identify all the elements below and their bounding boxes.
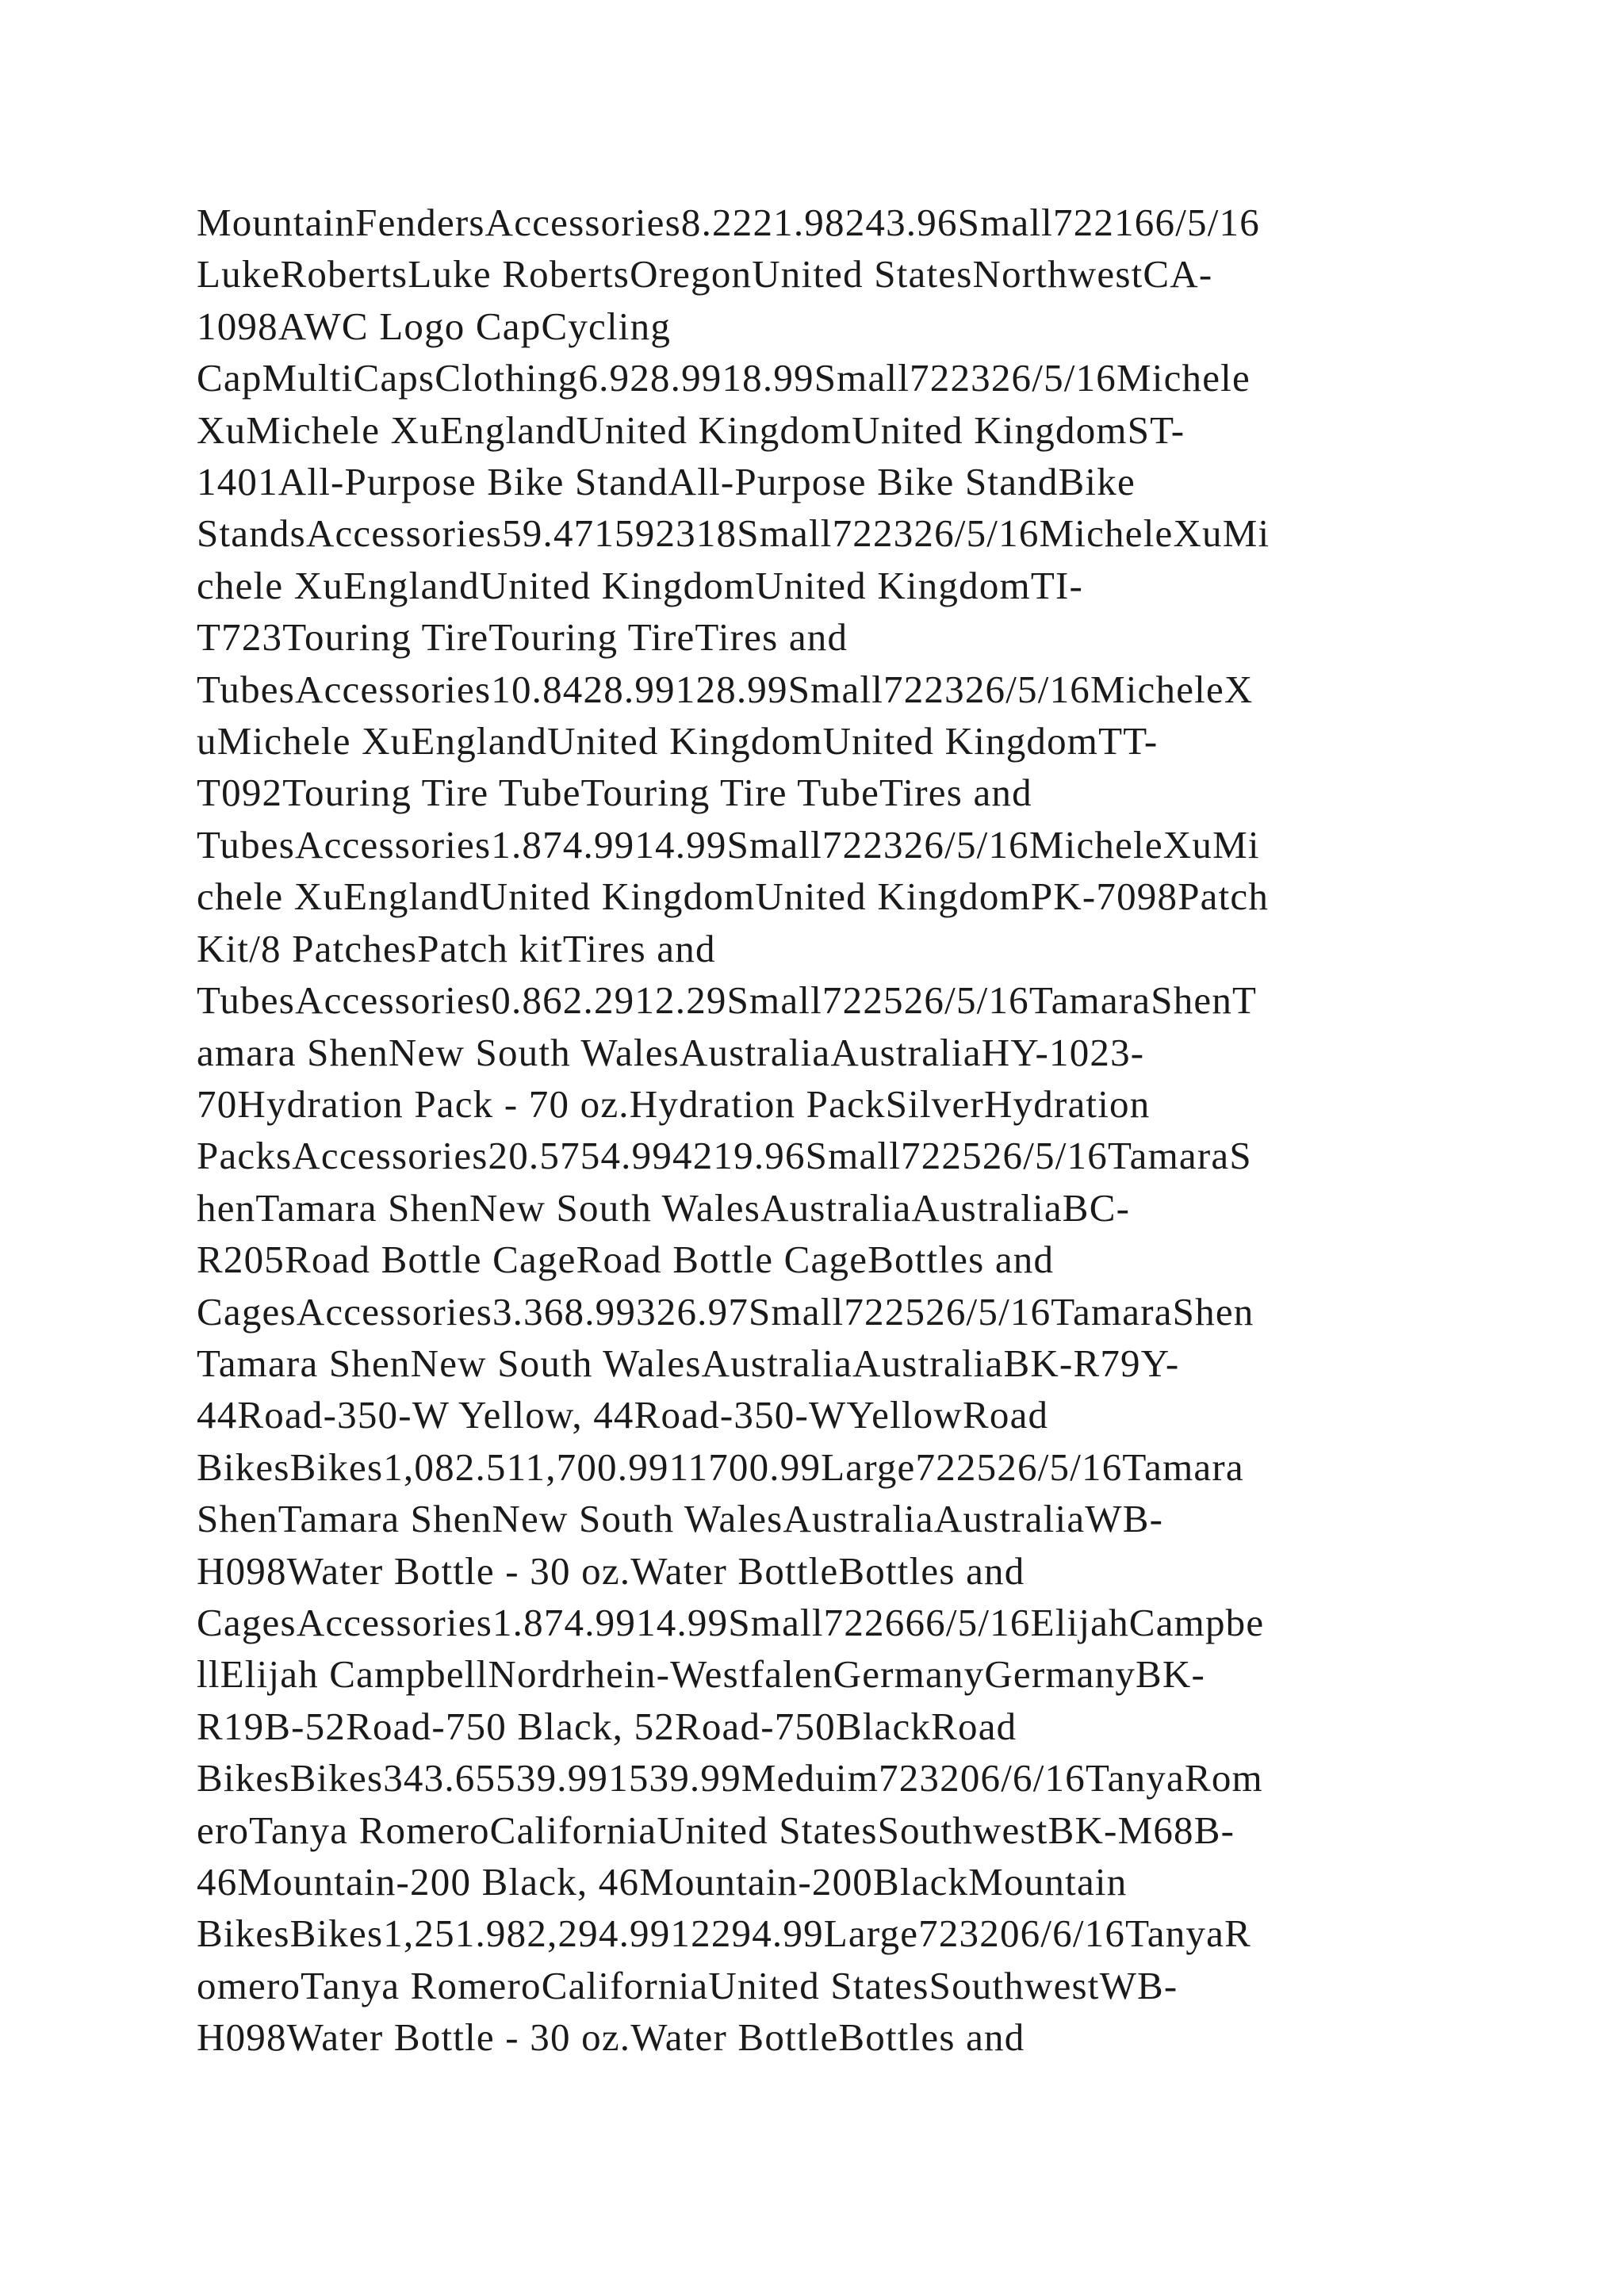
text-line: PacksAccessories20.5754.994219.96Small722526/5/16TamaraS xyxy=(197,1134,1252,1178)
text-line: T092Touring Tire TubeTouring Tire TubeTires and xyxy=(197,771,1032,815)
text-line: TubesAccessories10.8428.99128.99Small722326/5/16MicheleX xyxy=(197,667,1254,711)
text-line: uMichele XuEnglandUnited KingdomUnited KingdomTT- xyxy=(197,719,1159,763)
text-line: XuMichele XuEnglandUnited KingdomUnited KingdomST- xyxy=(197,408,1185,452)
text-line: llElijah CampbellNordrhein-WestfalenGermanyGermanyBK- xyxy=(197,1652,1206,1697)
text-line: StandsAccessories59.471592318Small722326/5/16MicheleXuMi xyxy=(197,511,1270,556)
text-line: R19B-52Road-750 Black, 52Road-750BlackRoad xyxy=(197,1704,1017,1748)
text-line: T723Touring TireTouring TireTires and xyxy=(197,615,848,660)
text-line: BikesBikes1,082.511,700.9911700.99Large722526/5/16Tamara xyxy=(197,1445,1244,1489)
text-line: 46Mountain-200 Black, 46Mountain-200BlackMountain xyxy=(197,1860,1128,1904)
text-line: Kit/8 PatchesPatch kitTires and xyxy=(197,926,716,970)
text-line: H098Water Bottle - 30 oz.Water BottleBottles and xyxy=(197,1548,1025,1593)
text-line: eroTanya RomeroCaliforniaUnited StatesSouthwestBK-M68B- xyxy=(197,1808,1235,1852)
text-line: henTamara ShenNew South WalesAustraliaAustraliaBC- xyxy=(197,1185,1131,1230)
text-line: chele XuEnglandUnited KingdomUnited KingdomPK-7098Patch xyxy=(197,874,1270,919)
text-line: TubesAccessories1.874.9914.99Small722326/5/16MicheleXuMi xyxy=(197,822,1260,867)
document-text xyxy=(197,197,1434,2064)
text-line: chele XuEnglandUnited KingdomUnited KingdomTI- xyxy=(197,563,1084,607)
text-line: ShenTamara ShenNew South WalesAustraliaAustraliaWB- xyxy=(197,1497,1164,1541)
text-line: 70Hydration Pack - 70 oz.Hydration PackSilverHydration xyxy=(197,1081,1151,1126)
text-line: R205Road Bottle CageRoad Bottle CageBottles and xyxy=(197,1238,1055,1282)
text-line: Tamara ShenNew South WalesAustraliaAustraliaBK-R79Y- xyxy=(197,1341,1180,1385)
text-line: 1401All-Purpose Bike StandAll-Purpose Bike StandBike xyxy=(197,460,1136,504)
text-line: BikesBikes1,251.982,294.9912294.99Large723206/6/16TanyaR xyxy=(197,1911,1251,1956)
text-line: 44Road-350-W Yellow, 44Road-350-WYellowRoad xyxy=(197,1393,1049,1437)
text-line: BikesBikes343.65539.991539.99Meduim723206/6/16TanyaRom xyxy=(197,1756,1263,1800)
text-line: CapMultiCapsClothing6.928.9918.99Small722326/5/16Michele xyxy=(197,356,1251,400)
text-line: CagesAccessories3.368.99326.97Small722526/5/16TamaraShen xyxy=(197,1289,1254,1334)
text-line: CagesAccessories1.874.9914.99Small722666/5/16ElijahCampbe xyxy=(197,1600,1265,1644)
text-line: TubesAccessories0.862.2912.29Small722526/5/16TamaraShenT xyxy=(197,978,1258,1023)
text-line: LukeRobertsLuke RobertsOregonUnited StatesNorthwestCA- xyxy=(197,252,1213,297)
text-line: MountainFendersAccessories8.2221.98243.96Small722166/5/16 xyxy=(197,201,1260,244)
text-line: 1098AWC Logo CapCycling xyxy=(197,304,672,348)
text-line: H098Water Bottle - 30 oz.Water BottleBottles and xyxy=(197,2015,1025,2060)
text-line: omeroTanya RomeroCaliforniaUnited StatesSouthwestWB- xyxy=(197,1963,1178,2007)
text-line: amara ShenNew South WalesAustraliaAustraliaHY-1023- xyxy=(197,1030,1145,1074)
